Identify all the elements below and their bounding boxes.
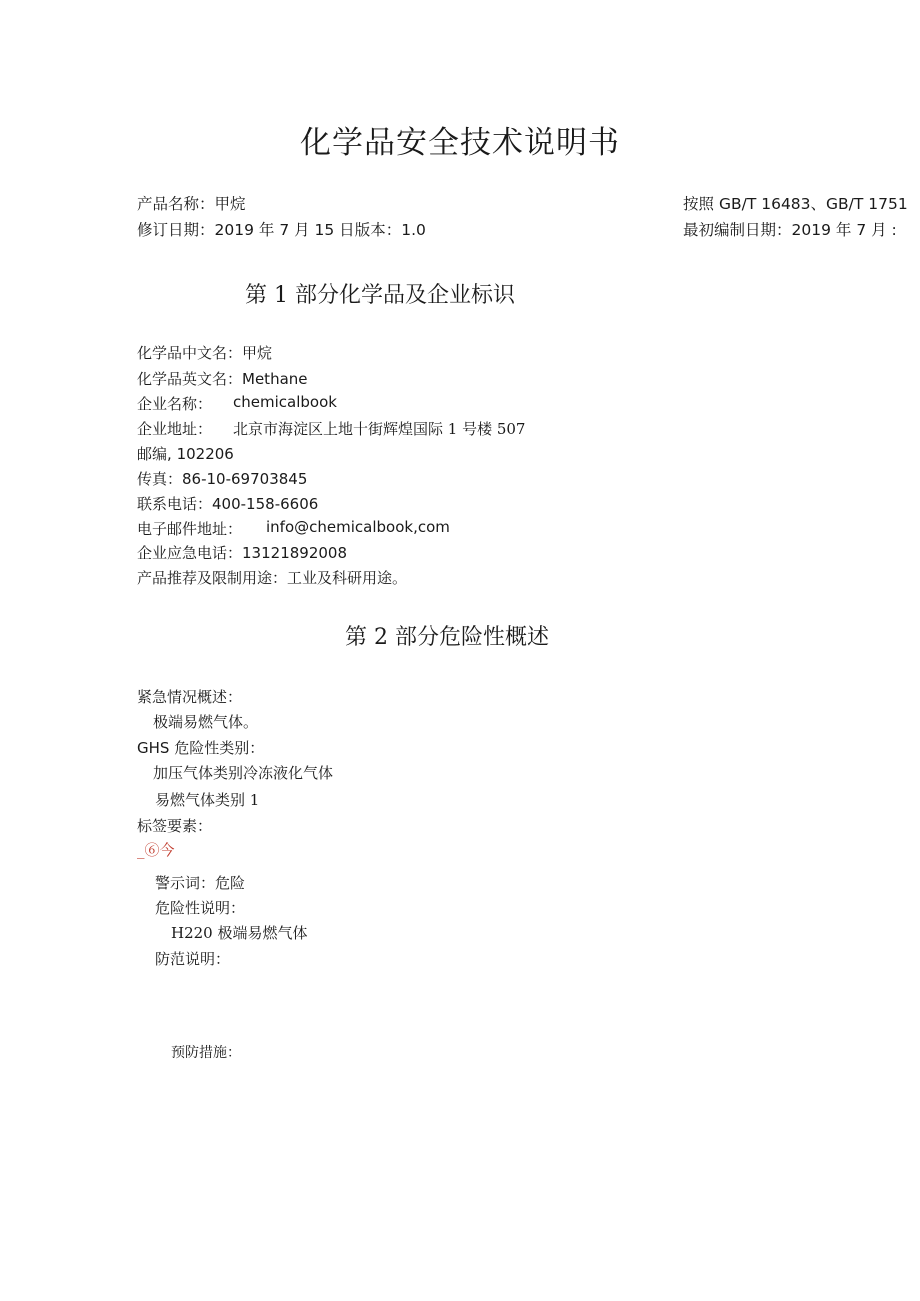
- pictogram-text: _⑥今: [137, 841, 175, 859]
- field-label: 联系电话：: [137, 495, 213, 513]
- emergency-text: 极端易燃气体。: [153, 713, 259, 731]
- label-elements-label: 标签要素：: [137, 817, 213, 835]
- product-name-label: 产品名称：: [137, 195, 215, 213]
- section2-title: 第 2 部分危险性概述: [345, 625, 549, 650]
- hazard-statement: H220 极端易燃气体: [171, 924, 308, 942]
- field-row: [137, 567, 407, 588]
- revision-line: [137, 218, 426, 240]
- revision-label: 修订日期：: [137, 221, 215, 239]
- field-row: [137, 542, 347, 563]
- field-row: [137, 342, 272, 363]
- field-value: 北京市海淀区上地十街辉煌国际 1 号楼 507: [233, 420, 526, 438]
- section1-title: 第 1 部分化学品及企业标识: [245, 283, 515, 308]
- document-title: 化学品安全技术说明书: [300, 125, 620, 161]
- signal-word-value: 危险: [215, 874, 246, 892]
- first-edition-line: [683, 218, 897, 240]
- standard-value: GB/T 16483、GB/T 1751: [718, 195, 908, 213]
- field-value: 甲烷: [242, 344, 273, 362]
- first-edition-label: 最初编制日期：: [683, 221, 792, 239]
- product-name-value: 甲烷: [214, 195, 246, 213]
- field-label: 化学品中文名：: [137, 344, 243, 362]
- field-value: chemicalbook: [233, 393, 337, 411]
- field-value: 工业及科研用途。: [287, 569, 408, 587]
- field-label: 传真：: [137, 470, 183, 488]
- signal-word-line: [155, 872, 245, 893]
- field-label: 企业地址：: [137, 420, 213, 438]
- ghs-item: 加压气体类别冷冻液化气体: [153, 764, 334, 782]
- hazard-label: 危险性说明：: [155, 899, 246, 917]
- field-row: [137, 518, 242, 539]
- field-label: 产品推荐及限制用途：: [137, 569, 288, 587]
- field-value: info@chemicalbook,com: [266, 518, 450, 536]
- field-value: 13121892008: [242, 544, 347, 562]
- field-row: [137, 443, 234, 464]
- field-value: Methane: [242, 370, 308, 388]
- field-row: [137, 418, 212, 439]
- field-label: 邮编,: [137, 445, 172, 463]
- product-name-line: [137, 192, 246, 214]
- standard-line: [683, 192, 908, 214]
- field-row: [137, 393, 212, 414]
- ghs-item: 易燃气体类别 1: [155, 791, 260, 809]
- prevention-label: 预防措施：: [171, 1045, 241, 1061]
- revision-value: 2019 年 7 月 15 日: [214, 221, 355, 239]
- field-label: 电子邮件地址：: [137, 520, 243, 538]
- signal-word-label: 警示词：: [155, 874, 216, 892]
- field-label: 企业应急电话：: [137, 544, 243, 562]
- field-row: [137, 493, 318, 514]
- field-row: [137, 468, 307, 489]
- version-label: 版本：: [354, 221, 402, 239]
- field-value: 102206: [176, 445, 234, 463]
- field-value: 86-10-69703845: [182, 470, 308, 488]
- first-edition-value: 2019 年 7 月 :: [791, 221, 897, 239]
- field-label: 企业名称：: [137, 395, 213, 413]
- standard-label: 按照: [683, 195, 715, 213]
- ghs-label: GHS 危险性类别：: [137, 739, 265, 757]
- field-value: 400-158-6606: [212, 495, 319, 513]
- emergency-label: 紧急情况概述：: [137, 688, 243, 706]
- field-label: 化学品英文名：: [137, 370, 243, 388]
- precaution-label: 防范说明：: [155, 950, 231, 968]
- field-row: [137, 368, 308, 389]
- version-value: 1.0: [401, 221, 426, 239]
